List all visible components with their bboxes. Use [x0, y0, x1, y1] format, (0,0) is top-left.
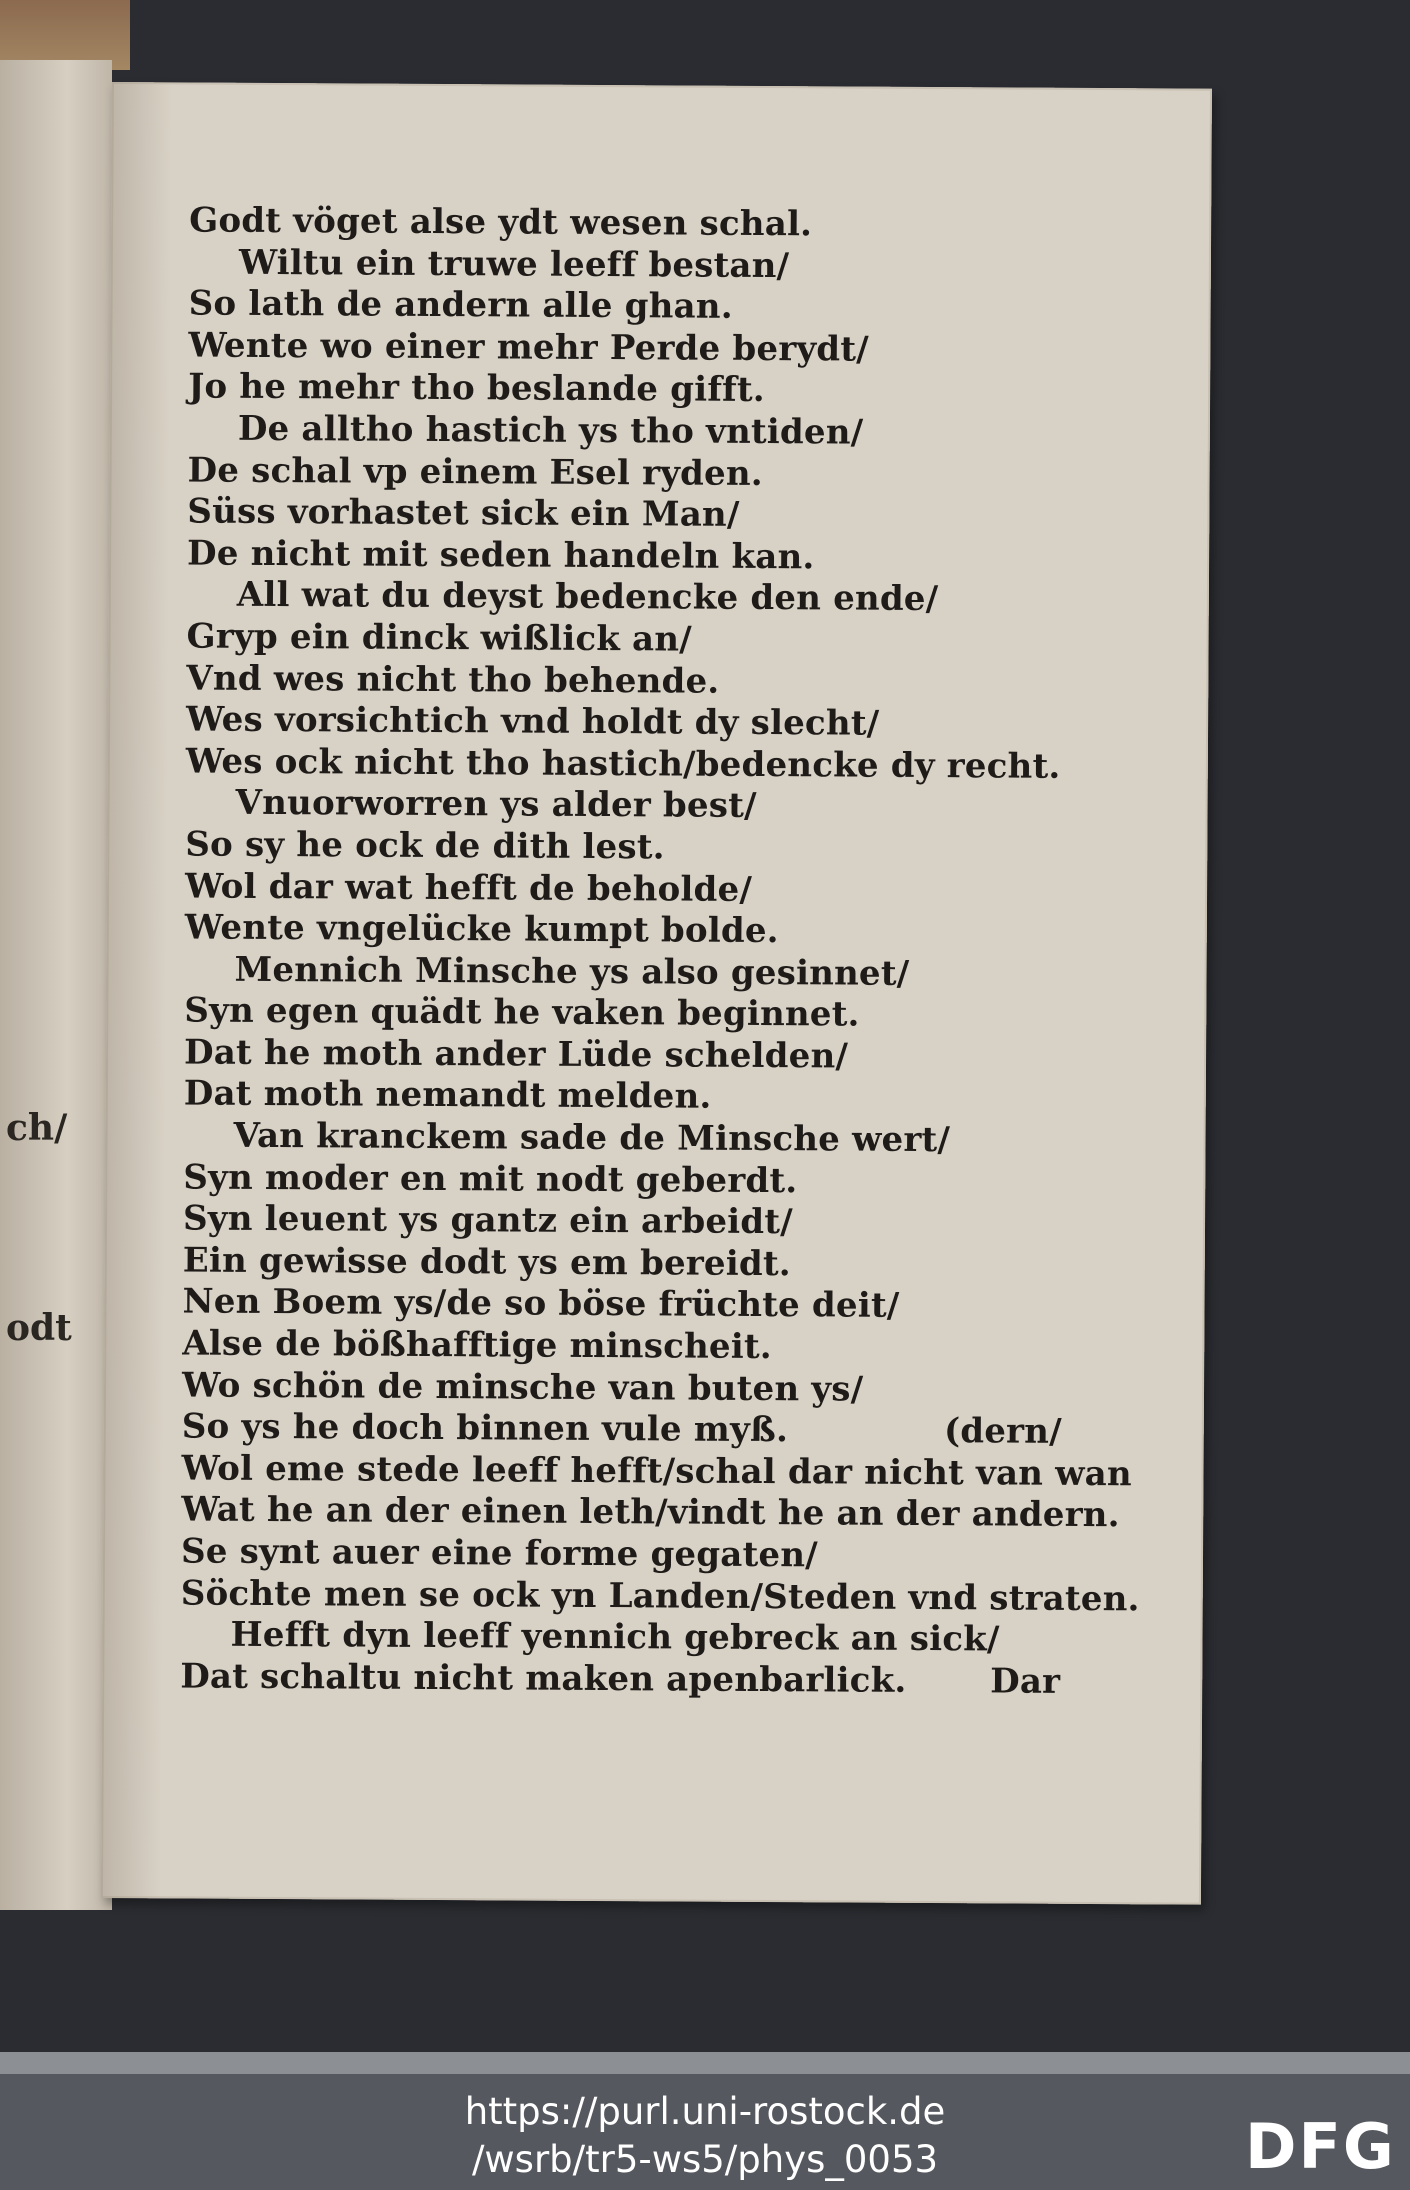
verse-line-text: Nen Boem ys/de so böse früchte deit/ — [182, 1281, 900, 1327]
verse-line-text: Ein gewisse dodt ys em bereidt. — [182, 1240, 791, 1285]
verse-line — [187, 575, 1067, 622]
verse-line — [183, 1157, 1063, 1204]
verse-line — [182, 1282, 1062, 1329]
verse-line — [181, 1448, 1132, 1495]
catchword: Dar — [990, 1661, 1061, 1702]
verse-line-text: So ys he doch binnen vule myß. — [181, 1406, 789, 1451]
verse-line-text: Syn egen quädt he vaken beginnet. — [184, 990, 860, 1035]
verse-line — [184, 949, 1064, 996]
verse-line-text: De alltho hastich ys tho vntiden/ — [237, 408, 864, 453]
verse-line-text: Mennich Minsche ys also gesinnet/ — [234, 949, 910, 994]
verse-line-text: Jo he mehr tho beslande gifft. — [188, 366, 766, 411]
verse-line-text: Süss vorhastet sick ein Man/ — [187, 491, 740, 535]
verse-line-text: Se synt auer eine forme gegaten/ — [180, 1531, 818, 1576]
left-page-fragment: odt — [6, 1307, 72, 1349]
verse-line — [186, 700, 1066, 747]
verse-line — [184, 1032, 1064, 1079]
verse-line — [187, 450, 1067, 497]
verse-line-text: Dat schaltu nicht maken apenbarlick. — [180, 1656, 907, 1701]
verse-line — [185, 783, 1065, 830]
verse-line — [189, 242, 1069, 289]
verse-line-text: Syn leuent ys gantz ein arbeidt/ — [182, 1198, 793, 1243]
footer-divider — [0, 2052, 1410, 2074]
verse-line-text: Wente wo einer mehr Perde berydt/ — [188, 325, 869, 370]
verse-line — [189, 200, 1069, 247]
verse-line-text: De schal vp einem Esel ryden. — [187, 450, 764, 494]
verse-line-text: Dat he moth ander Lüde schelden/ — [183, 1032, 849, 1077]
verse-line — [185, 866, 1065, 913]
verse-line-text: Wes ock nicht tho hastich/bedencke dy recht. — [185, 741, 1061, 787]
verse-line — [183, 1240, 1063, 1287]
verse-line-text: Van kranckem sade de Minsche wert/ — [233, 1115, 951, 1161]
verse-line-text: So lath de andern alle ghan. — [188, 283, 733, 327]
verse-line-text: Hefft dyn leeff yennich gebreck an sick/ — [230, 1614, 1000, 1660]
footer-bar — [0, 2052, 1410, 2190]
right-page — [101, 82, 1212, 1905]
verse-line — [187, 492, 1067, 539]
verse-line — [180, 1656, 1060, 1703]
verse-line — [186, 741, 1066, 788]
verse-line-text: Wente vngelücke kumpt bolde. — [184, 907, 779, 952]
verse-line — [181, 1531, 1061, 1578]
verse-line-text: Alse de bößhafftige minscheit. — [182, 1323, 772, 1368]
verse-line-text: Wat he an der einen leth/vindt he an der andern. — [181, 1489, 1120, 1536]
verse-line-text: Wol dar wat hefft de beholde/ — [184, 865, 753, 910]
verse-line — [185, 824, 1065, 871]
verse-line-text: Syn moder en mit nodt geberdt. — [183, 1157, 798, 1201]
verse-line-text: All wat du deyst bedencke den ende/ — [236, 575, 939, 620]
verse-line-text: Gryp ein dinck wißlick an/ — [186, 616, 692, 660]
verse-line — [188, 367, 1068, 414]
verse-line — [180, 1615, 1060, 1662]
permalink-line-1[interactable]: https://purl.uni-rostock.de — [464, 2090, 946, 2133]
verse-line-carryover: (dern/ — [943, 1411, 1062, 1453]
verse-line — [182, 1323, 1062, 1370]
verse-line — [188, 325, 1068, 372]
verse-line — [186, 658, 1066, 705]
verse-line — [185, 908, 1065, 955]
verse-line-text: Vnuorworren ys alder best/ — [235, 783, 757, 827]
verse-line — [184, 991, 1064, 1038]
verse-line — [180, 1573, 1140, 1620]
verse-text-block — [180, 200, 1140, 1703]
verse-line-text: Wiltu ein truwe leeff bestan/ — [238, 242, 790, 286]
permalink-line-2[interactable]: /wsrb/tr5-ws5/phys_0053 — [471, 2138, 939, 2181]
verse-line-text: Godt vöget alse ydt wesen schal. — [189, 200, 813, 245]
verse-line — [189, 284, 1069, 331]
verse-line — [182, 1407, 1062, 1454]
verse-line-text: De nicht mit seden handeln kan. — [187, 533, 815, 578]
verse-line — [183, 1116, 1063, 1163]
verse-line-text: So sy he ock de dith lest. — [185, 824, 665, 868]
verse-line — [186, 616, 1066, 663]
verse-line — [188, 408, 1068, 455]
verse-line — [182, 1365, 1062, 1412]
left-page-fragment: ch/ — [6, 1107, 68, 1149]
verse-line-text: Wo schön de minsche van buten ys/ — [181, 1365, 864, 1410]
verse-line — [183, 1199, 1063, 1246]
verse-line-text: Vnd wes nicht tho behende. — [186, 657, 720, 702]
verse-line-text: Wes vorsichtich vnd holdt dy slecht/ — [185, 699, 880, 744]
verse-line-text: Wol eme stede leeff hefft/schal dar nicht van wan — [181, 1448, 1132, 1495]
left-page-edge — [0, 60, 112, 1910]
verse-line-text: Dat moth nemandt melden. — [183, 1073, 712, 1118]
verse-line — [181, 1489, 1120, 1537]
verse-line-text: Söchte men se ock yn Landen/Steden vnd straten. — [180, 1573, 1140, 1619]
verse-line — [187, 533, 1067, 580]
dfg-logo: DFG — [1245, 2110, 1396, 2183]
verse-line — [184, 1074, 1064, 1121]
